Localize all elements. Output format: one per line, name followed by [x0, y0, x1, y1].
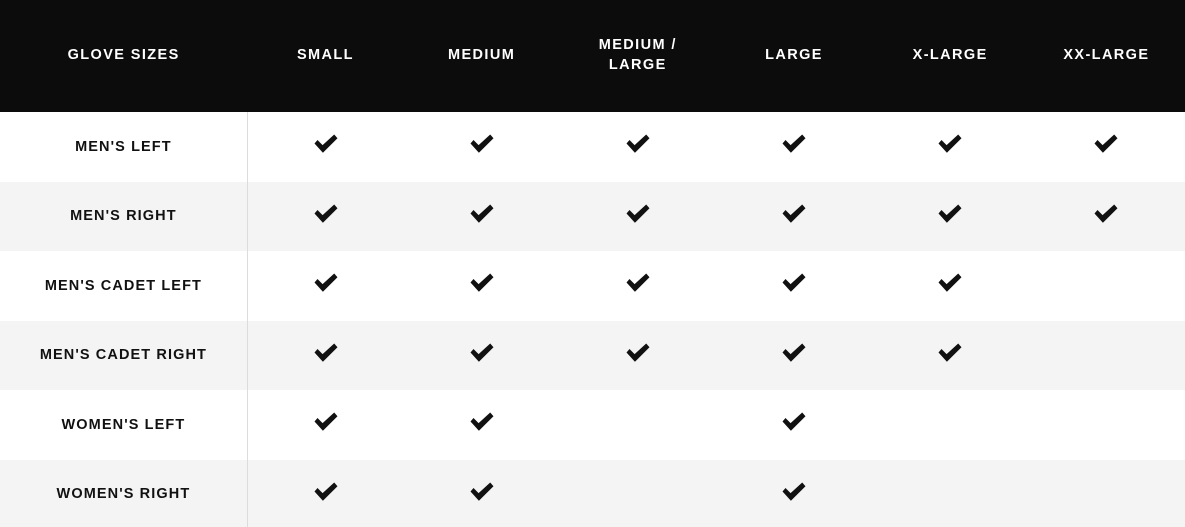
empty-marker: [1091, 268, 1121, 298]
table-row: [0, 390, 1185, 460]
table-title-cell: GLOVE SIZES: [0, 0, 247, 112]
cell-mens-left-medium: [404, 112, 560, 182]
cell-womens-right-medium-large: [560, 460, 716, 527]
check-icon: [779, 338, 809, 368]
column-header-medium-large: [560, 0, 716, 112]
cell-mens-left-large: [716, 112, 872, 182]
cell-mens-cadet-right-small: [247, 321, 403, 391]
check-icon: [467, 199, 497, 229]
table-header: [0, 0, 1185, 112]
cell-mens-cadet-right-medium-large: [560, 321, 716, 391]
row-label: MEN'S RIGHT: [0, 182, 247, 252]
cell-mens-cadet-right-medium: [404, 321, 560, 391]
table-body: [0, 112, 1185, 527]
empty-marker: [1091, 477, 1121, 507]
cell-mens-left-medium-large: [560, 112, 716, 182]
table-row: [0, 112, 1185, 182]
column-header-large: LARGE: [716, 0, 872, 112]
check-icon: [467, 268, 497, 298]
cell-mens-cadet-left-medium-large: [560, 251, 716, 321]
cell-mens-cadet-left-x-large: [872, 251, 1028, 321]
row-label: WOMEN'S RIGHT: [0, 460, 247, 527]
check-icon: [935, 268, 965, 298]
check-icon: [467, 129, 497, 159]
cell-womens-left-x-large: [872, 390, 1028, 460]
check-icon: [623, 199, 653, 229]
table-row: [0, 182, 1185, 252]
empty-marker: [1091, 338, 1121, 368]
check-icon: [779, 477, 809, 507]
check-icon: [623, 129, 653, 159]
check-icon: [467, 407, 497, 437]
table-row: [0, 460, 1185, 527]
cell-womens-left-small: [247, 390, 403, 460]
table-header-row: [0, 0, 1185, 112]
check-icon: [311, 199, 341, 229]
cell-mens-left-xx-large: [1028, 112, 1184, 182]
check-icon: [779, 268, 809, 298]
cell-womens-right-x-large: [872, 460, 1028, 527]
cell-womens-right-medium: [404, 460, 560, 527]
cell-womens-right-small: [247, 460, 403, 527]
cell-mens-right-medium-large: [560, 182, 716, 252]
check-icon: [935, 199, 965, 229]
cell-mens-left-small: [247, 112, 403, 182]
column-header-medium: MEDIUM: [404, 0, 560, 112]
empty-marker: [1091, 407, 1121, 437]
check-icon: [311, 268, 341, 298]
check-icon: [779, 199, 809, 229]
cell-mens-cadet-right-xx-large: [1028, 321, 1184, 391]
cell-womens-right-xx-large: [1028, 460, 1184, 527]
empty-marker: [935, 407, 965, 437]
cell-mens-cadet-left-large: [716, 251, 872, 321]
row-label: WOMEN'S LEFT: [0, 390, 247, 460]
column-header-small: SMALL: [247, 0, 403, 112]
cell-womens-left-medium: [404, 390, 560, 460]
cell-mens-right-x-large: [872, 182, 1028, 252]
table-row: [0, 321, 1185, 391]
row-label: MEN'S CADET LEFT: [0, 251, 247, 321]
check-icon: [623, 268, 653, 298]
row-label: MEN'S LEFT: [0, 112, 247, 182]
cell-mens-right-xx-large: [1028, 182, 1184, 252]
row-label: MEN'S CADET RIGHT: [0, 321, 247, 391]
column-header-medium-large-line2: LARGE: [608, 57, 667, 73]
column-header-medium-large-line1: MEDIUM /: [598, 37, 677, 54]
cell-womens-left-large: [716, 390, 872, 460]
cell-mens-right-medium: [404, 182, 560, 252]
check-icon: [779, 407, 809, 437]
cell-mens-right-large: [716, 182, 872, 252]
column-header-xx-large: XX-LARGE: [1028, 0, 1184, 112]
cell-mens-cadet-left-medium: [404, 251, 560, 321]
check-icon: [935, 338, 965, 368]
check-icon: [779, 129, 809, 159]
check-icon: [467, 477, 497, 507]
check-icon: [467, 338, 497, 368]
check-icon: [311, 407, 341, 437]
cell-mens-cadet-left-small: [247, 251, 403, 321]
column-header-x-large: X-LARGE: [872, 0, 1028, 112]
check-icon: [311, 338, 341, 368]
check-icon: [1091, 199, 1121, 229]
cell-mens-right-small: [247, 182, 403, 252]
cell-mens-left-x-large: [872, 112, 1028, 182]
cell-womens-left-medium-large: [560, 390, 716, 460]
check-icon: [935, 129, 965, 159]
check-icon: [311, 129, 341, 159]
empty-marker: [935, 477, 965, 507]
check-icon: [311, 477, 341, 507]
check-icon: [623, 338, 653, 368]
cell-mens-cadet-right-large: [716, 321, 872, 391]
empty-marker: [623, 407, 653, 437]
check-icon: [1091, 129, 1121, 159]
table-row: [0, 251, 1185, 321]
empty-marker: [623, 477, 653, 507]
cell-womens-right-large: [716, 460, 872, 527]
cell-mens-cadet-right-x-large: [872, 321, 1028, 391]
cell-womens-left-xx-large: [1028, 390, 1184, 460]
cell-mens-cadet-left-xx-large: [1028, 251, 1184, 321]
